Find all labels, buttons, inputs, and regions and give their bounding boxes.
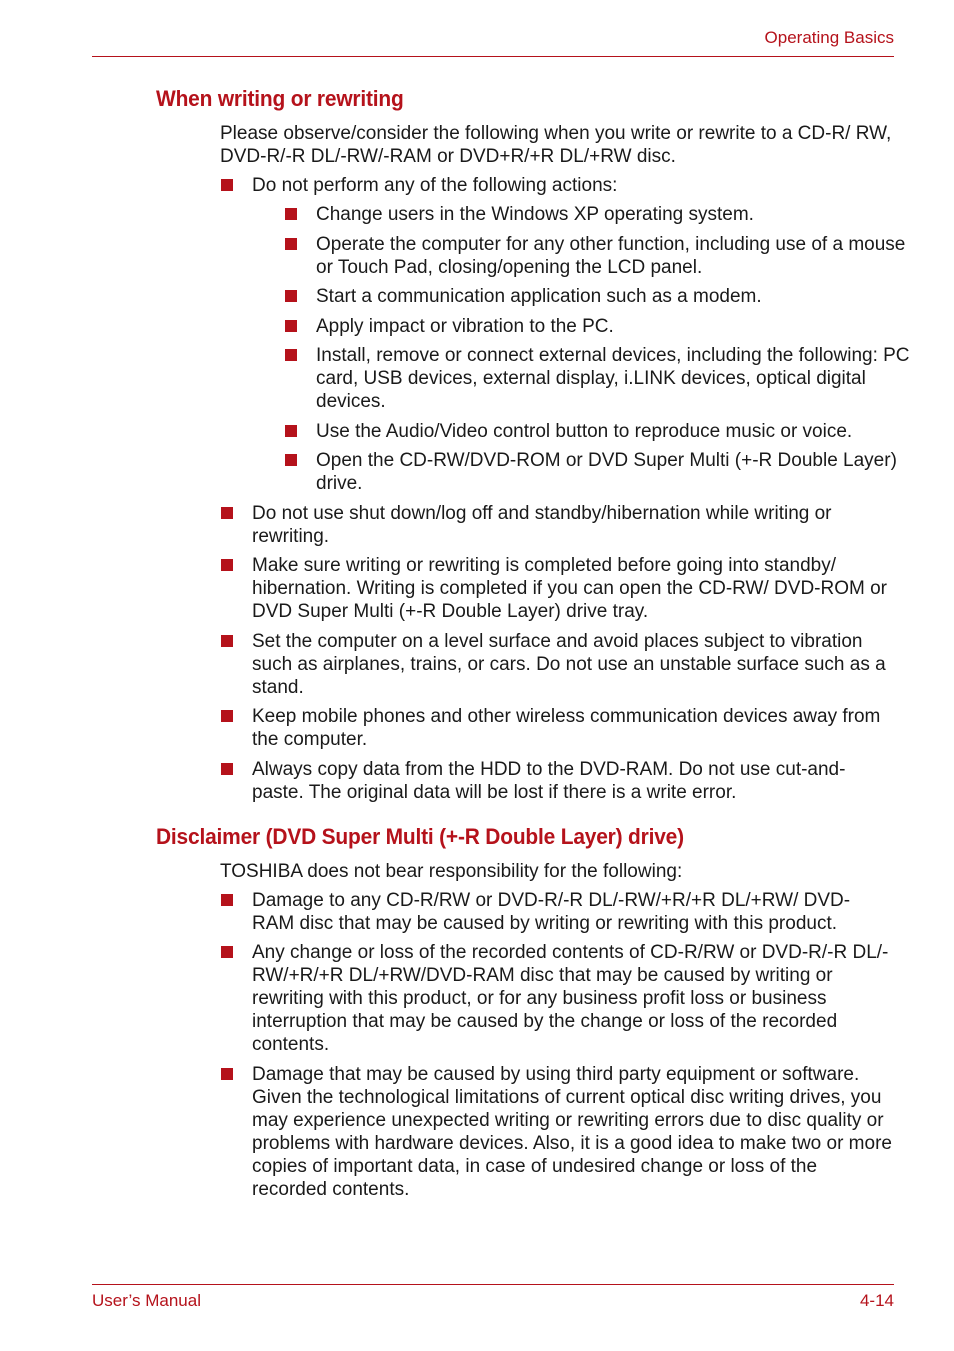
square-bullet-icon bbox=[285, 290, 297, 302]
list-item-text: Damage that may be caused by using third party equipment or software. Given the technological limitations of current optical disc writing drives, you may experience unexpected writing or rewriting errors due to disc quality or problems with hardware devices. Also, it is a good idea to make two or more copies of important data, in case of undesired change or loss of the recorded contents. bbox=[252, 1063, 892, 1200]
list-item bbox=[284, 344, 924, 413]
list-item-text: Operate the computer for any other function, including use of a mouse or Touch Pad, closing/opening the LCD panel. bbox=[316, 233, 906, 278]
list-item bbox=[220, 502, 892, 548]
square-bullet-icon bbox=[285, 425, 297, 437]
prohibited-actions-list bbox=[284, 203, 910, 495]
square-bullet-icon bbox=[221, 635, 233, 647]
square-bullet-icon bbox=[285, 454, 297, 466]
square-bullet-icon bbox=[221, 946, 233, 958]
list-item-text: Always copy data from the HDD to the DVD-RAM. Do not use cut-and-paste. The original data will be lost if there is a write error. bbox=[252, 758, 846, 803]
list-item-text: Use the Audio/Video control button to reproduce music or voice. bbox=[316, 420, 853, 442]
list-item bbox=[284, 420, 924, 443]
square-bullet-icon bbox=[285, 238, 297, 250]
list-item bbox=[284, 233, 924, 279]
list-item bbox=[284, 203, 924, 226]
square-bullet-icon bbox=[221, 1068, 233, 1080]
list-item-text: Keep mobile phones and other wireless communication devices away from the computer. bbox=[252, 706, 881, 750]
list-item-text: Install, remove or connect external devices, including the following: PC card, USB devices, external display, i.LINK devices, optical digital devices. bbox=[316, 345, 910, 412]
list-item bbox=[220, 554, 892, 623]
section-heading-disclaimer: Disclaimer (DVD Super Multi (+-R Double Layer) drive) bbox=[156, 823, 684, 849]
list-item bbox=[220, 1063, 892, 1201]
square-bullet-icon bbox=[221, 559, 233, 571]
list-item-text: Damage to any CD-R/RW or DVD-R/-R DL/-RW/+R/+R DL/+RW/ DVD-RAM disc that may be caused by writing or rewriting with this product. bbox=[252, 889, 851, 934]
list-item-text: Do not use shut down/log off and standby/hibernation while writing or rewriting. bbox=[252, 502, 832, 547]
list-item bbox=[284, 285, 924, 308]
list-item bbox=[284, 449, 924, 495]
page-number: 4-14 bbox=[859, 1291, 894, 1310]
square-bullet-icon bbox=[285, 320, 297, 332]
list-item-text: Start a communication application such as a modem. bbox=[316, 286, 762, 307]
list-item bbox=[284, 315, 924, 338]
list-item-text: Apply impact or vibration to the PC. bbox=[316, 315, 614, 337]
list-item-text: Make sure writing or rewriting is completed before going into standby/ hibernation. Writing is completed if you can open the CD-RW/ DVD-ROM or DVD Super Multi (+-R Double Layer) drive tray. bbox=[252, 555, 887, 622]
list-item bbox=[220, 174, 910, 495]
manual-title: User’s Manual bbox=[92, 1291, 201, 1310]
disclaimer-list bbox=[220, 889, 896, 1201]
list-item-text: Change users in the Windows XP operating system. bbox=[316, 204, 754, 225]
square-bullet-icon bbox=[285, 208, 297, 220]
list-item bbox=[220, 705, 892, 751]
list-item-text: Open the CD-RW/DVD-ROM or DVD Super Multi (+-R Double Layer) drive. bbox=[316, 450, 897, 494]
section-intro-writing: Please observe/consider the following when you write or rewrite to a CD-R/ RW, DVD-R/-R DL/-RW/-RAM or DVD+R/+R DL/+RW disc. bbox=[220, 123, 892, 167]
square-bullet-icon bbox=[285, 349, 297, 361]
square-bullet-icon bbox=[221, 710, 233, 722]
square-bullet-icon bbox=[221, 894, 233, 906]
list-item-text: Do not perform any of the following actions: bbox=[252, 175, 618, 196]
section-heading-writing: When writing or rewriting bbox=[156, 86, 404, 111]
header-rule bbox=[92, 56, 894, 57]
writing-precautions-list bbox=[220, 174, 910, 804]
list-item bbox=[220, 889, 892, 935]
list-item-text: Set the computer on a level surface and avoid places subject to vibration such as airplanes, trains, or cars. Do not use an unstable surface such as a stand. bbox=[252, 630, 886, 698]
running-header: Operating Basics bbox=[764, 28, 894, 47]
square-bullet-icon bbox=[221, 763, 233, 775]
list-item bbox=[220, 941, 892, 1056]
list-item-text: Any change or loss of the recorded contents of CD-R/RW or DVD-R/-R DL/-RW/+R/+R DL/+RW/DVD-RAM disc that may be caused by writing or rewriting with this product, or for any business profit loss or business interruption that may be caused by the change or loss of the recorded contents. bbox=[252, 942, 889, 1055]
square-bullet-icon bbox=[221, 179, 233, 191]
footer-rule bbox=[92, 1284, 894, 1285]
list-item bbox=[220, 630, 892, 699]
page-content bbox=[156, 82, 910, 1207]
list-item bbox=[220, 758, 892, 804]
square-bullet-icon bbox=[221, 507, 233, 519]
section-intro-disclaimer: TOSHIBA does not bear responsibility for the following: bbox=[220, 860, 683, 882]
